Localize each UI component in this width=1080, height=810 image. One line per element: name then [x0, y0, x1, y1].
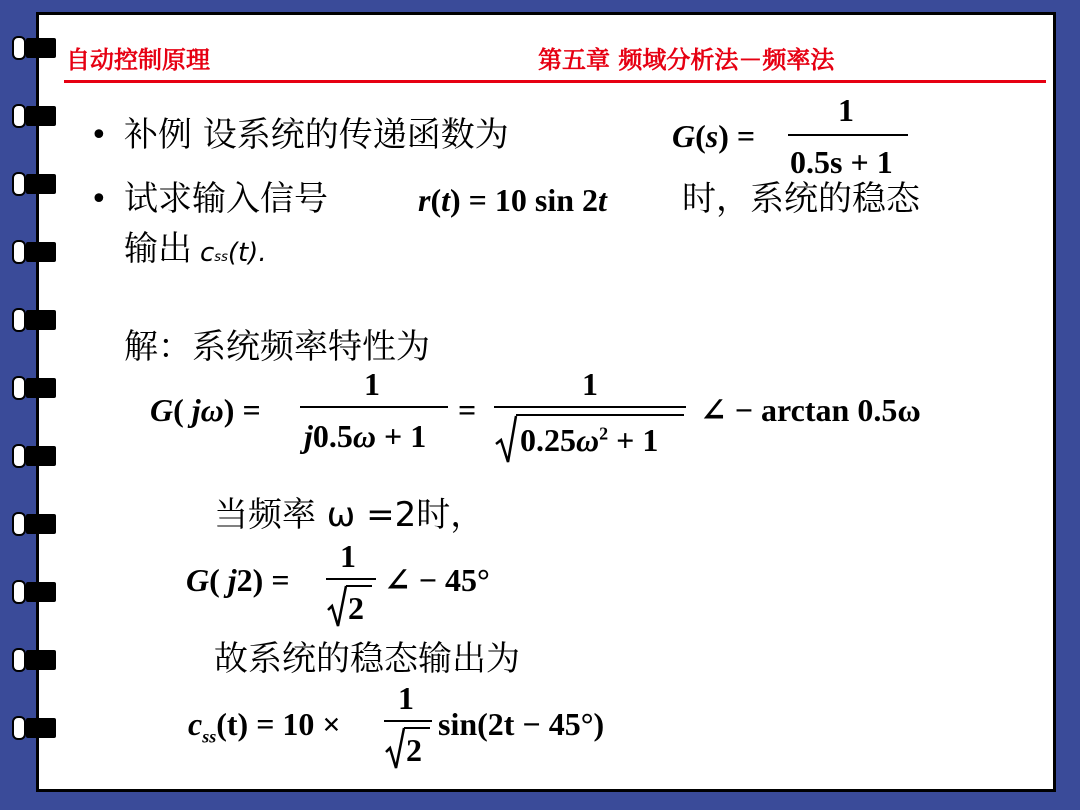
sqrt-bar-2 [346, 585, 372, 587]
sqrt-sign-2 [328, 584, 346, 628]
chapter-title: 第五章 频域分析法－频率法 [538, 46, 835, 74]
binding-ring [12, 102, 58, 130]
binding-ring [12, 646, 58, 674]
g2-num: 1 [340, 538, 356, 574]
when-text: 当频率 ω =2时， [214, 495, 485, 535]
bullet-2-text: 试求输入信号 [124, 179, 328, 219]
freq-num-2: 1 [582, 366, 598, 402]
binding-ring [12, 306, 58, 334]
g2-lhs: G( j2) = [186, 562, 290, 598]
bullet-1-text: 补例 设系统的传递函数为 [124, 115, 509, 155]
freq-fraction-bar-2 [494, 406, 686, 408]
output-symbol: css(t). [200, 238, 267, 268]
g2-angle: ∠ − 45° [384, 562, 490, 598]
transfer-den: 0.5s + 1 [790, 144, 893, 180]
freq-fraction-bar-1 [300, 406, 448, 408]
binding-ring [12, 578, 58, 606]
bullet-2-text-after: 时，系统的稳态 [682, 179, 920, 219]
freq-lhs: G( jω) = [150, 392, 261, 428]
freq-angle: ∠ − arctan 0.5ω [700, 392, 921, 428]
binding-ring [12, 170, 58, 198]
transfer-lhs: G(s) = [672, 118, 756, 154]
binding-ring [12, 238, 58, 266]
binding-ring [12, 34, 58, 62]
input-signal: r(t) = 10 sin 2t [418, 182, 607, 218]
binding-ring [12, 714, 58, 742]
freq-den-1: j0.5ω + 1 [304, 418, 427, 454]
freq-den-2: $0.25\omega^2 + 1$ [520, 422, 659, 458]
css-den: 2 [406, 732, 422, 768]
bullet-dot-2: • [90, 182, 108, 217]
freq-equals: = [458, 392, 477, 428]
binding-ring [12, 374, 58, 402]
binding-ring [12, 442, 58, 470]
css-fraction-bar [384, 720, 432, 722]
sqrt-sign-1 [496, 414, 516, 464]
sqrt-bar-1 [516, 414, 684, 416]
css-num: 1 [398, 680, 414, 716]
css-tail: sin(2t − 45°) [438, 706, 605, 742]
transfer-fraction-bar [788, 134, 908, 136]
binding-ring [12, 510, 58, 538]
bullet-2-line2: 输出 [124, 229, 192, 269]
header-divider [64, 80, 1046, 83]
course-title: 自动控制原理 [66, 46, 210, 74]
therefore-text: 故系统的稳态输出为 [214, 639, 520, 679]
bullet-dot-1: • [90, 118, 108, 153]
sqrt-sign-3 [386, 726, 404, 770]
sqrt-bar-3 [404, 727, 430, 729]
solution-label: 解：系统频率特性为 [124, 327, 430, 367]
transfer-num: 1 [838, 92, 854, 128]
css-lhs: $c_{ss}(t) = 10$ × [188, 706, 341, 747]
freq-num-1: 1 [364, 366, 380, 402]
g2-fraction-bar [326, 578, 376, 580]
g2-den: 2 [348, 590, 364, 626]
